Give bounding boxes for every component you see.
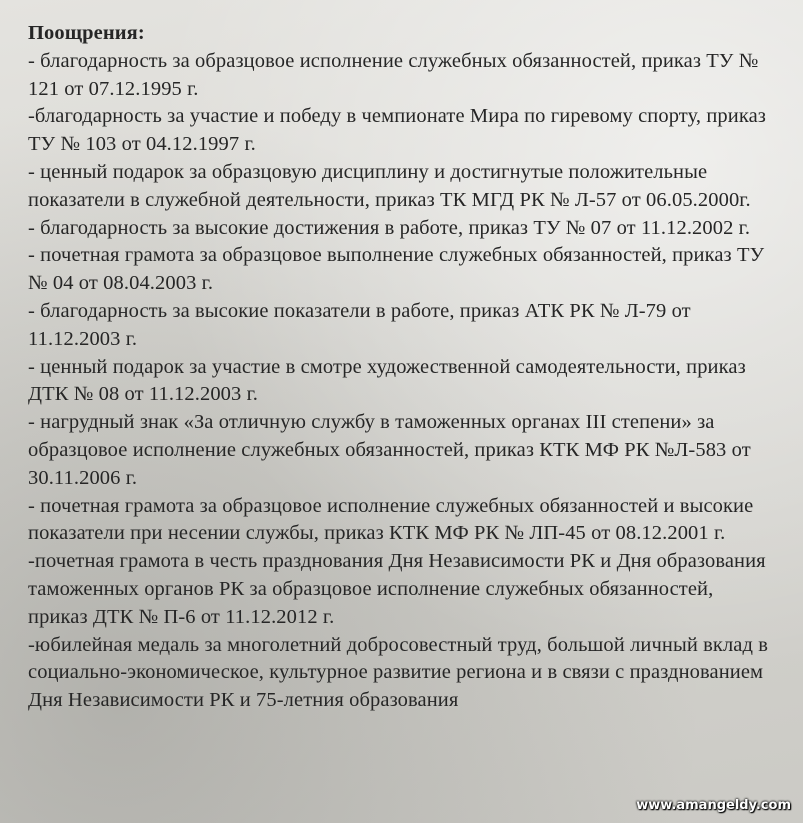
award-item-4: - благодарность за высокие достижения в работе, приказ ТУ № 07 от 11.12.2002 г. [28, 216, 751, 239]
award-item-6: - благодарность за высокие показатели в работе, приказ АТК РК № Л-79 от 11.12.2003 г. [28, 299, 691, 350]
site-watermark: www.amangeldy.com [636, 798, 791, 813]
document-text [28, 20, 778, 715]
award-item-2: -благодарность за участие и победу в чемпионате Мира по гиревому спорту, приказ ТУ № 103 от 04.12.1997 г. [28, 105, 766, 156]
award-item-5: - почетная грамота за образцовое выполнение служебных обязанностей, приказ ТУ № 04 от 08.04.2003 г. [28, 244, 765, 295]
award-item-8: - нагрудный знак «За отличную службу в таможенных органах III степени» за образцовое исполнение служебных обязанностей, приказ КТК МФ РК №Л-583 от 30.11.2006 г. [28, 411, 751, 489]
award-item-1: - благодарность за образцовое исполнение служебных обязанностей, приказ ТУ № 121 от 07.12.1995 г. [28, 49, 759, 100]
award-item-3: - ценный подарок за образцовую дисциплину и достигнутые положительные показатели в служебной деятельности, приказ ТК МГД РК № Л-57 от 06.05.2000г. [28, 160, 751, 211]
award-item-9: - почетная грамота за образцовое исполнение служебных обязанностей и высокие показатели при несении службы, приказ КТК МФ РК № ЛП-45 от 08.12.2001 г. [28, 494, 754, 545]
award-item-7: - ценный подарок за участие в смотре художественной самодеятельности, приказ ДТК № 08 от 11.12.2003 г. [28, 355, 746, 406]
section-heading: Поощрения: [28, 22, 145, 44]
award-item-10: -почетная грамота в честь празднования Дня Независимости РК и Дня образования таможенных органов РК за образцовое исполнение служебных обязанностей, приказ ДТК № П-6 от 11.12.2012 г. [28, 550, 766, 628]
award-item-11: -юбилейная медаль за многолетний добросовестный труд, большой личный вклад в социально-экономическое, культурное развитие региона и в связи с празднованием Дня Независимости РК и 75-летния образования [28, 633, 769, 712]
